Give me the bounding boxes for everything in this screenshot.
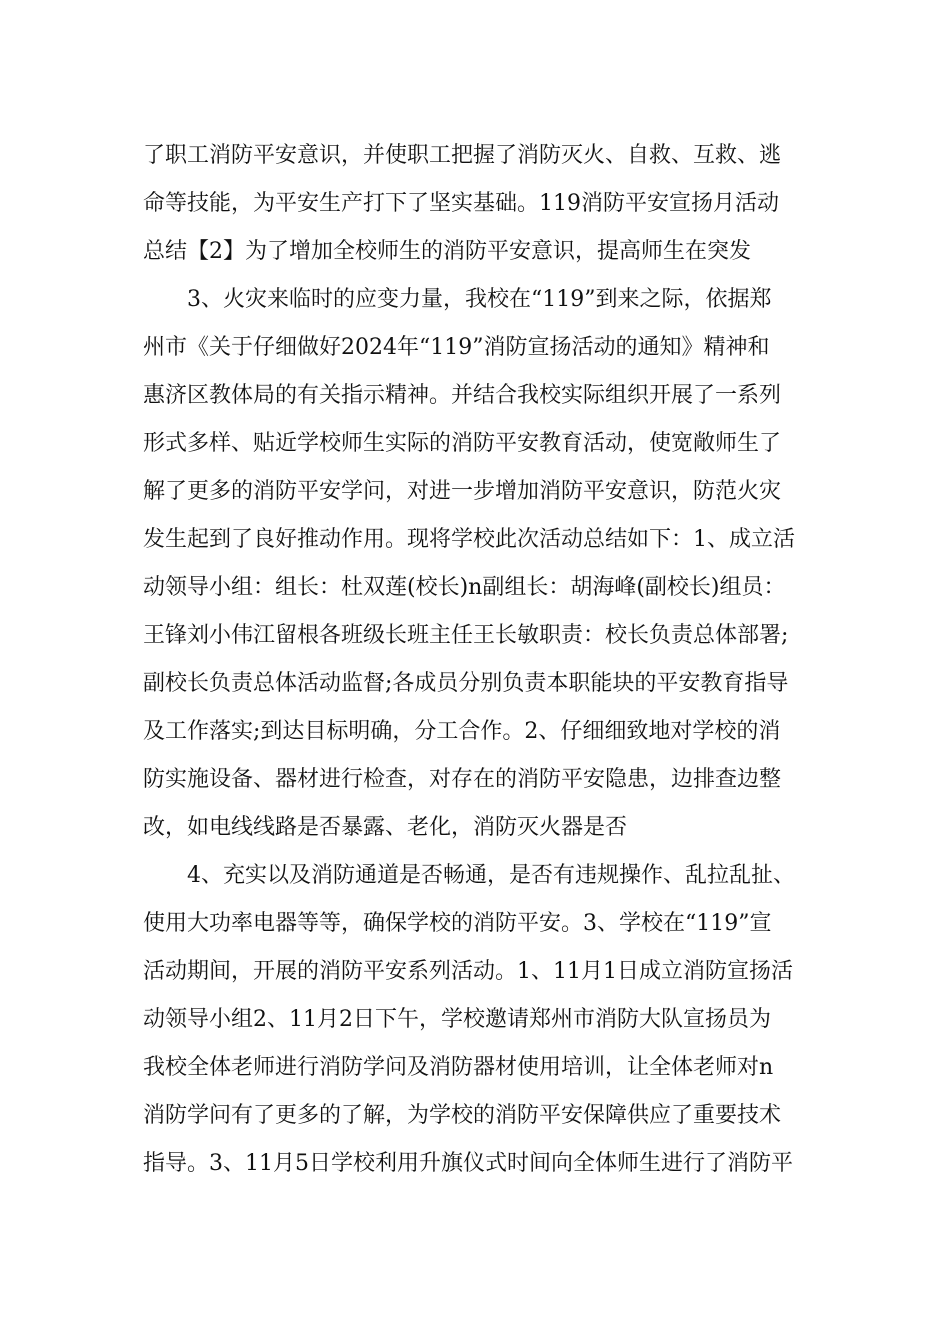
paragraph-line: 命等技能，为平安生产打下了坚实基础。119消防平安宣扬月活动 — [143, 191, 779, 216]
paragraph-line: 解了更多的消防平安学问，对进一步增加消防平安意识，防范火灾 — [143, 479, 782, 504]
paragraph-line: 副校长负责总体活动监督;各成员分别负责本职能块的平安教育指导 — [143, 671, 789, 696]
paragraph-line: 改，如电线线路是否暴露、老化，消防灭火器是否 — [143, 815, 628, 840]
paragraph-line: 了职工消防平安意识，并使职工把握了消防灭火、自救、互救、逃 — [143, 143, 782, 168]
paragraph-line: 惠济区教体局的有关指示精神。并结合我校实际组织开展了一系列 — [143, 383, 782, 408]
paragraph-line: 州市《关于仔细做好2024年“119”消防宣扬活动的通知》精神和 — [143, 335, 770, 360]
paragraph-line: 及工作落实;到达目标明确，分工合作。2、仔细细致地对学校的消 — [143, 719, 781, 744]
paragraph-line: 指导。3、11月5日学校利用升旗仪式时间向全体师生进行了消防平 — [143, 1151, 793, 1176]
paragraph-line: 防实施设备、器材进行检查，对存在的消防平安隐患，边排查边整 — [143, 767, 782, 792]
paragraph-line: 活动期间，开展的消防平安系列活动。1、11月1日成立消防宣扬活 — [143, 959, 793, 984]
paragraph-line: 王锋刘小伟江留根各班级长班主任王长敏职责：校长负责总体部署; — [143, 623, 789, 648]
paragraph-line: 动领导小组2、11月2日下午，学校邀请郑州市消防大队宣扬员为 — [143, 1007, 771, 1032]
paragraph-line: 形式多样、贴近学校师生实际的消防平安教育活动，使宽敞师生了 — [143, 431, 782, 456]
paragraph-line: 4、充实以及消防通道是否畅通，是否有违规操作、乱拉乱扯、 — [187, 863, 795, 888]
paragraph-line: 我校全体老师进行消防学问及消防器材使用培训，让全体老师对n — [143, 1055, 774, 1080]
paragraph-line: 消防学问有了更多的了解，为学校的消防平安保障供应了重要技术 — [143, 1103, 782, 1128]
paragraph-line: 总结【2】为了增加全校师生的消防平安意识，提高师生在突发 — [143, 239, 751, 264]
paragraph-line: 发生起到了良好推动作用。现将学校此次活动总结如下：1、成立活 — [143, 527, 795, 552]
paragraph-line: 动领导小组：组长：杜双莲(校长)n副组长：胡海峰(副校长)组员： — [143, 575, 786, 600]
paragraph-line: 使用大功率电器等等，确保学校的消防平安。3、学校在“119”宣 — [143, 911, 772, 936]
paragraph-line: 3、火灾来临时的应变力量，我校在“119”到来之际，依据郑 — [187, 287, 772, 312]
